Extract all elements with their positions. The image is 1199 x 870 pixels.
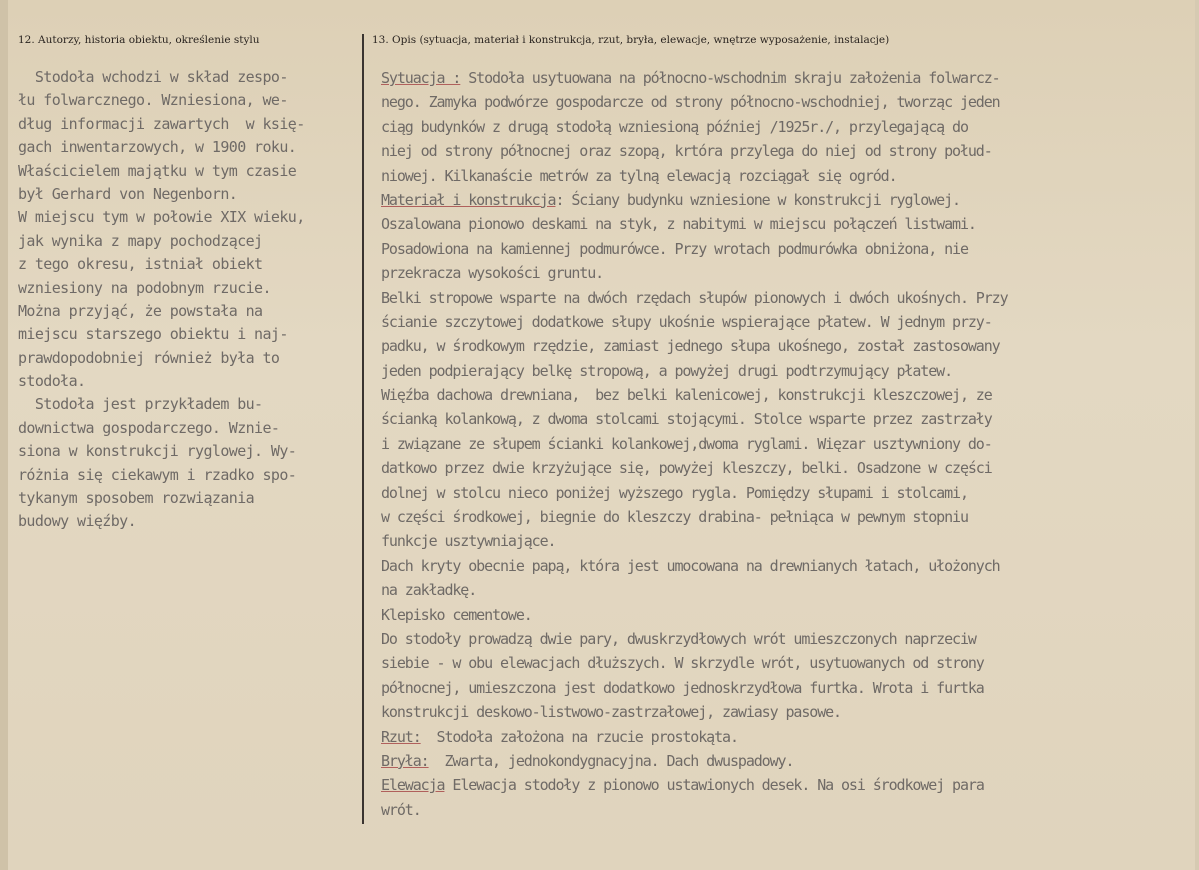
text-line: Właścicielem majątku w tym czasie	[18, 161, 297, 180]
page-left-edge	[0, 0, 8, 870]
text-line	[381, 603, 1171, 627]
text-line	[381, 627, 1171, 651]
line-text: dolnej w stolcu nieco poniżej wyższego rygla. Pomiędzy słupami i stolcami,	[381, 483, 968, 502]
text-line: prawdopodobniej również była to	[18, 348, 280, 367]
text-line	[381, 481, 1171, 505]
line-text: Stodoła założona na rzucie prostokąta.	[420, 727, 738, 746]
line-text: i związane ze słupem ścianki kolankowej,dwoma ryglami. Więzar usztywniony do-	[381, 434, 992, 453]
line-text: Stodoła usytuowana na północno-wschodnim skraju założenia folwarcz-	[460, 69, 1000, 87]
text-line	[381, 261, 1171, 285]
section-12-header: 12. Autorzy, historia obiektu, określenie stylu	[18, 34, 260, 46]
text-line	[381, 773, 1171, 797]
line-text: funkcje usztywniające.	[381, 532, 556, 551]
text-line: siona w konstrukcji ryglowej. Wy-	[18, 442, 297, 461]
text-line	[381, 115, 1171, 139]
line-text: w części środkowej, biegnie do kleszczy drabina- pełniąca w pewnym stopniu	[381, 508, 968, 527]
text-line	[381, 578, 1171, 602]
text-line	[381, 798, 1171, 822]
text-line	[381, 139, 1171, 163]
text-line	[381, 90, 1171, 114]
line-text: niej od strony północnej oraz szopą, krtóra przylega do niej od strony połud-	[381, 142, 992, 161]
line-text: konstrukcji deskowo-listwowo-zastrzałowej, zawiasy pasowe.	[381, 703, 841, 722]
text-line: Można przyjąć, że powstała na	[18, 301, 263, 320]
text-line	[381, 383, 1171, 407]
line-text: datkowo przez dwie krzyżujące się, powyżej kleszczy, belki. Osadzone w części	[381, 459, 992, 478]
text-line	[381, 237, 1171, 261]
line-text: niowej. Kilkanaście metrów za tylną elewacją rozciągał się ogród.	[381, 166, 897, 185]
text-line	[381, 66, 1171, 90]
text-line: wzniesiony na podobnym rzucie.	[18, 278, 271, 297]
description-text-column	[381, 66, 1171, 822]
section-13-header: 13. Opis (sytuacja, materiał i konstrukcja, rzut, bryła, elewacje, wnętrze wyposażenie, instalacje)	[372, 34, 890, 46]
text-line: łu folwarcznego. Wzniesiona, we-	[18, 91, 288, 110]
text-line	[381, 164, 1171, 188]
line-text: siebie - w obu elewacjach dłuższych. W skrzydle wrót, usytuowanych od strony	[381, 654, 984, 673]
line-text: Klepisko cementowe.	[381, 605, 532, 624]
text-line	[381, 188, 1171, 212]
text-line	[381, 310, 1171, 334]
text-line: Stodoła jest przykładem bu-	[18, 395, 263, 414]
text-line	[381, 334, 1171, 358]
text-line	[381, 676, 1171, 700]
text-line	[381, 749, 1171, 773]
section-label: Elewacja	[381, 776, 445, 795]
line-text: północnej, umieszczona jest dodatkowo jednoskrzydłowa furtka. Wrota i furtka	[381, 678, 984, 697]
line-text: padku, w środkowym rzędzie, zamiast jednego słupa ukośnego, został zastosowany	[381, 337, 1000, 356]
line-text: Więźba dachowa drewniana, bez belki kalenicowej, konstrukcji kleszczowej, ze	[381, 386, 992, 405]
text-line	[381, 407, 1171, 431]
text-line: Stodoła wchodzi w skład zespo-	[18, 68, 288, 86]
line-text: wrót.	[381, 800, 421, 819]
text-line	[381, 700, 1171, 724]
line-text: : Ściany budynku wzniesione w konstrukcji ryglowej.	[555, 190, 960, 209]
text-line: jak wynika z mapy pochodzącej	[18, 231, 263, 250]
section-label: Rzut:	[381, 727, 421, 746]
text-line: różnia się ciekawym i rzadko spo-	[18, 465, 297, 484]
text-line	[381, 359, 1171, 383]
text-line	[381, 554, 1171, 578]
text-line	[381, 505, 1171, 529]
section-label: Bryła:	[381, 751, 429, 770]
line-text: ciąg budynków z drugą stodołą wzniesioną później /1925r./, przylegającą do	[381, 117, 968, 136]
text-line	[381, 456, 1171, 480]
text-line	[381, 725, 1171, 749]
text-line: W miejscu tym w połowie XIX wieku,	[18, 208, 305, 227]
text-line	[381, 651, 1171, 675]
text-line	[381, 432, 1171, 456]
page-right-edge	[1195, 0, 1199, 870]
line-text: Posadowiona na kamiennej podmurówce. Przy wrotach podmurówka obniżona, nie	[381, 239, 968, 258]
text-line	[381, 212, 1171, 236]
text-line: gach inwentarzowych, w 1900 roku.	[18, 138, 297, 157]
text-line	[381, 529, 1171, 553]
section-label: Sytuacja :	[381, 69, 461, 87]
line-text: Dach kryty obecnie papą, która jest umocowana na drewnianych łatach, ułożonych	[381, 556, 1000, 575]
line-text: ścianką kolankową, z dwoma stolcami stojącymi. Stolce wsparte przez zastrzały	[381, 410, 992, 429]
line-text: nego. Zamyka podwórze gospodarcze od strony północno-wschodniej, tworząc jeden	[381, 93, 1000, 112]
line-text: ścianie szczytowej dodatkowe słupy ukośnie wspierające płatew. W jednym przy-	[381, 312, 992, 331]
section-label: Materiał i konstrukcja	[381, 190, 556, 209]
line-text: Elewacja stodoły z pionowo ustawionych desek. Na osi środkowej para	[444, 776, 984, 795]
line-text: Zwarta, jednokondygnacyjna. Dach dwuspadowy.	[428, 751, 794, 770]
text-line: miejscu starszego obiektu i naj-	[18, 325, 288, 344]
line-text: jeden podpierający belkę stropową, a powyżej drugi podtrzymujący płatew.	[381, 361, 953, 380]
line-text: Oszalowana pionowo deskami na styk, z nabitymi w miejscu połączeń listwami.	[381, 215, 976, 234]
line-text: Belki stropowe wsparte na dwóch rzędach słupów pionowych i dwóch ukośnych. Przy	[381, 288, 1008, 307]
line-text: Do stodoły prowadzą dwie pary, dwuskrzydłowych wrót umieszczonych naprzeciw	[381, 629, 976, 648]
text-line: był Gerhard von Negenborn.	[18, 184, 238, 203]
text-line: dług informacji zawartych w księ-	[18, 114, 305, 133]
text-line: tykanym sposobem rozwiązania	[18, 489, 255, 508]
text-line: downictwa gospodarczego. Wznie-	[18, 418, 280, 437]
line-text: przekracza wysokości gruntu.	[381, 264, 604, 283]
text-line	[381, 286, 1171, 310]
text-line: z tego okresu, istniał obiekt	[18, 255, 263, 274]
line-text: na zakładkę.	[381, 581, 477, 600]
history-text-column	[18, 66, 363, 534]
text-line: budowy więźby.	[18, 512, 137, 531]
text-line: stodoła.	[18, 372, 86, 391]
